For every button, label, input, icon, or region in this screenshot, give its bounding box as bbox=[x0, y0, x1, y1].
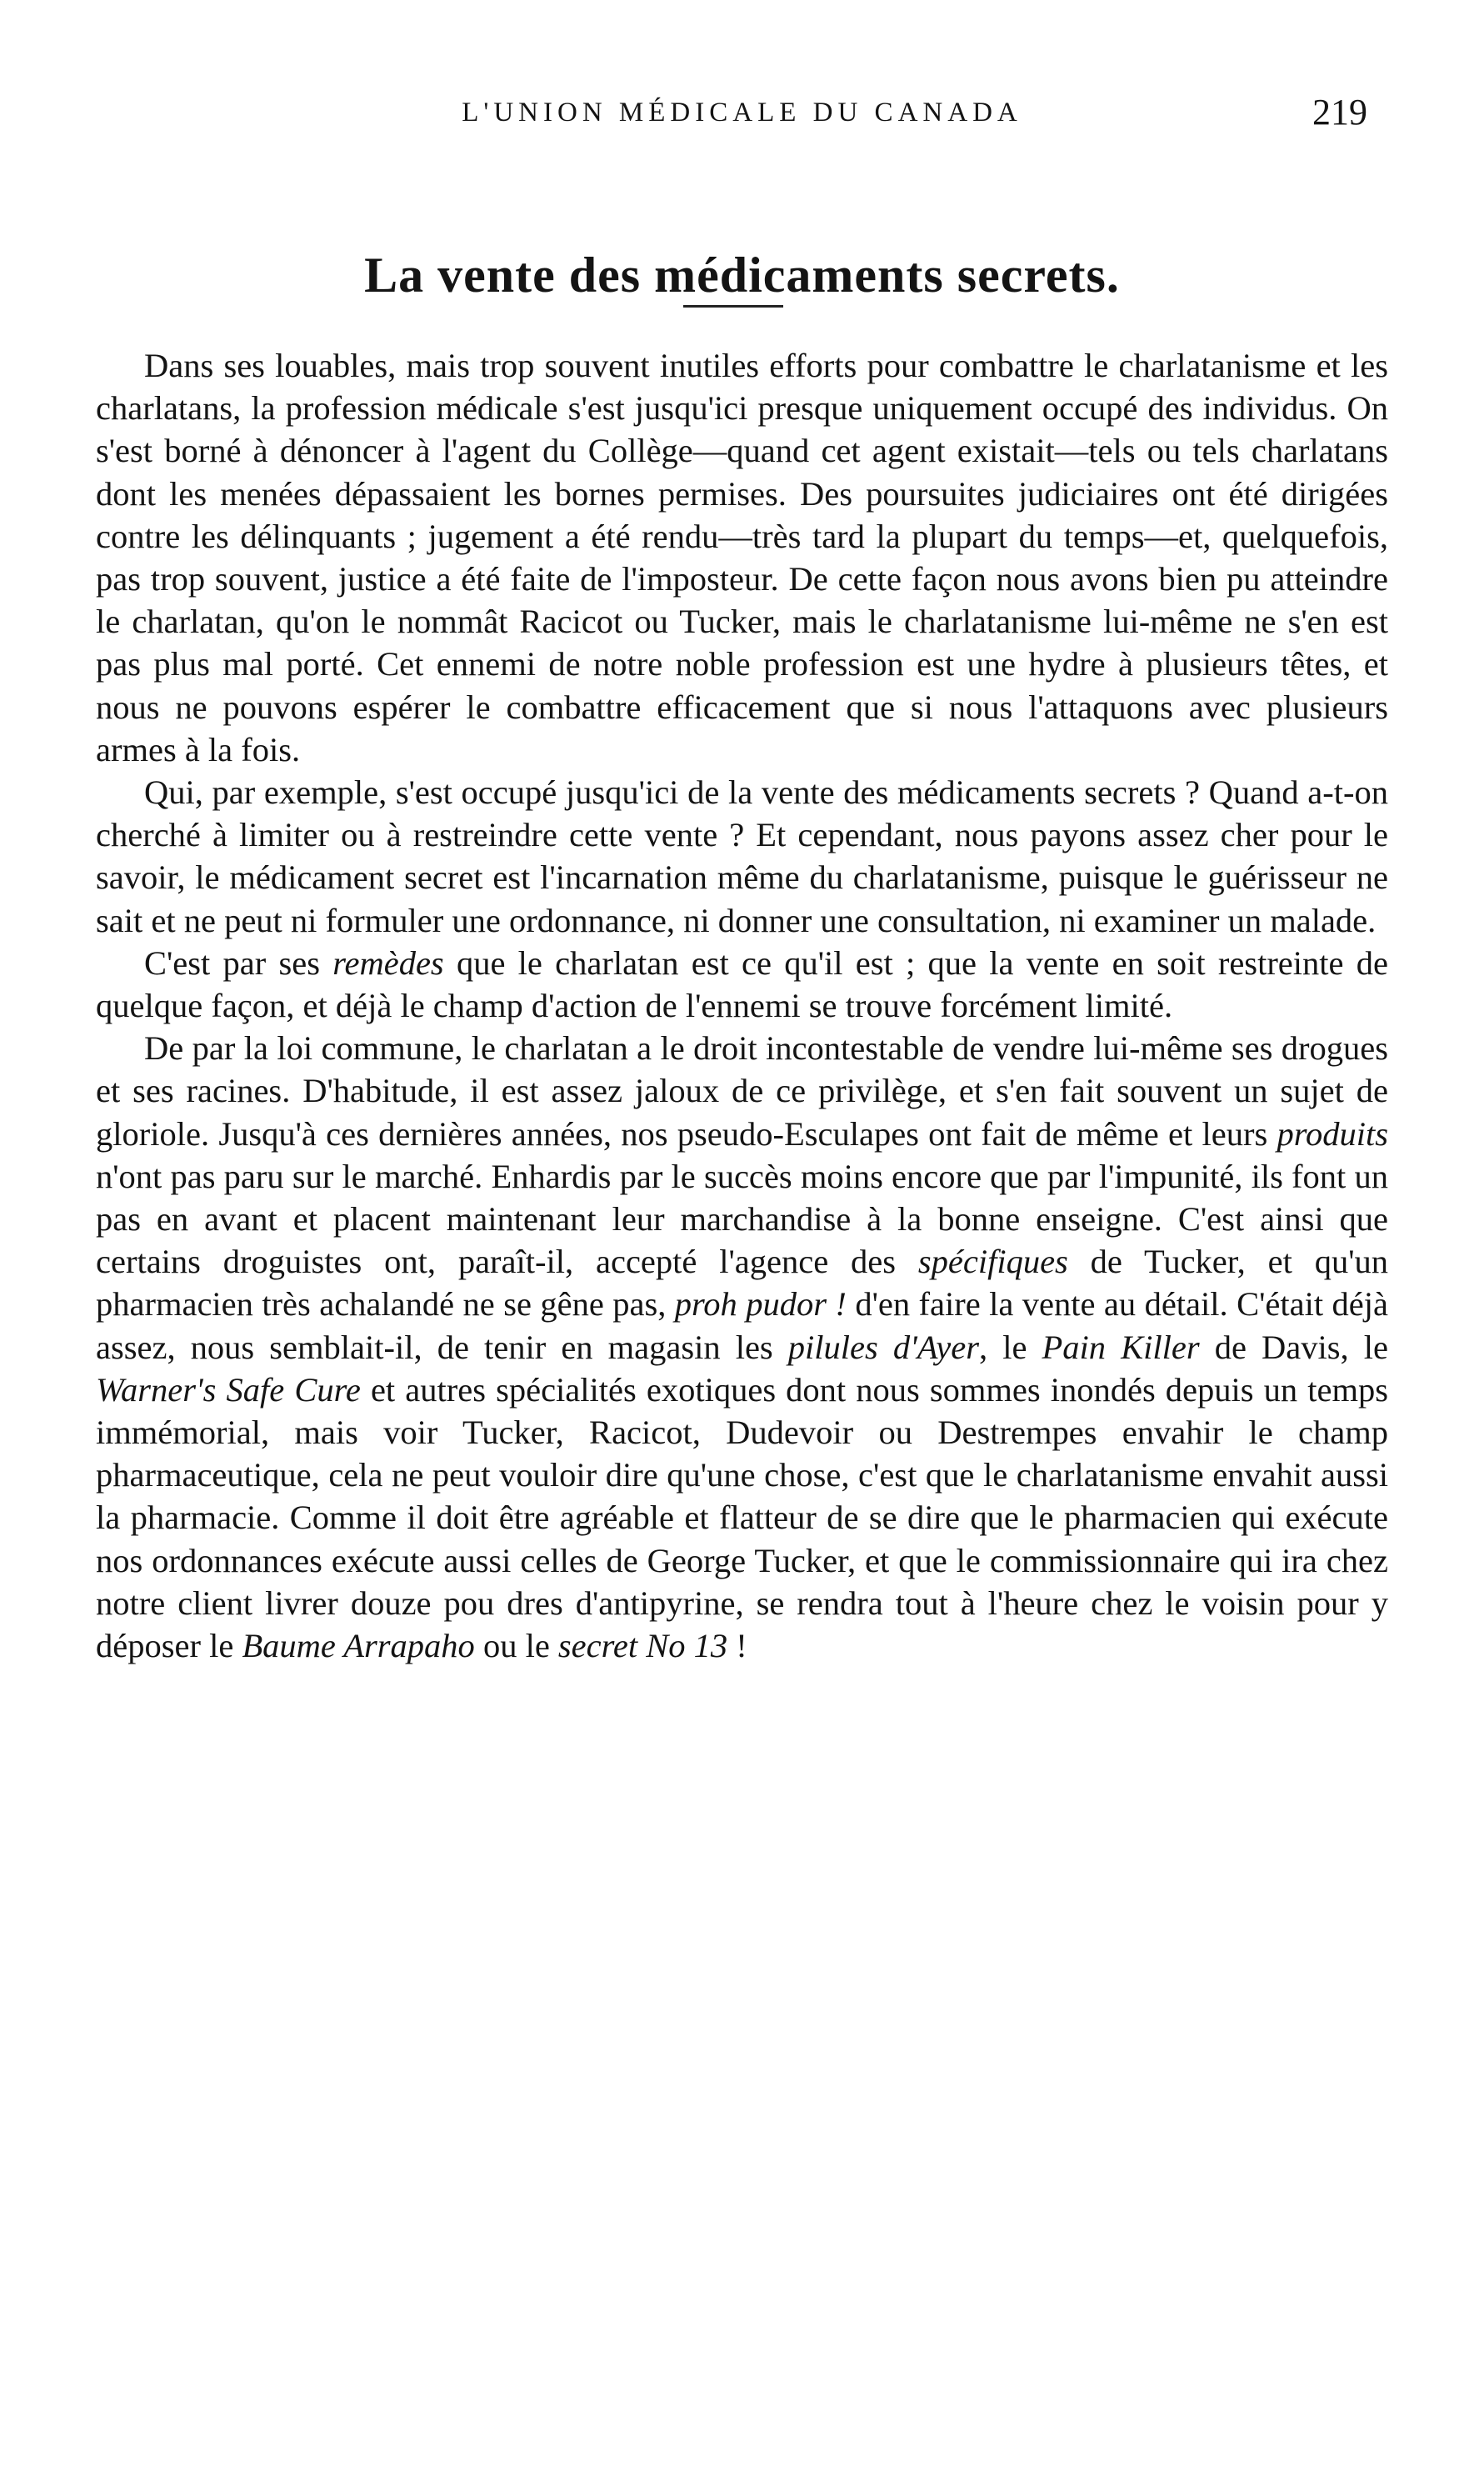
text-run: d'en faire la vente au détail. C'était déjà assez, nous semblait-il, de tenir en magasin les bbox=[96, 1285, 1388, 1366]
text-run: Dans ses louables, mais trop souvent inutiles efforts pour combattre le charlatanisme et les charlatans, la profession médicale s'est jusqu'ici presque uniquement occupé des individus. On s'est borné à dénoncer à l'agent du Collège—quand cet agent existait—tels ou tels charlatans dont les menées dépassaient les bornes permises. Des poursuites judiciaires ont été dirigées contre les délinquants ; jugement a été rendu—très tard la plupart du temps—et, quelquefois, pas trop souvent, justice a été faite de l'imposteur. De cette façon nous avons bien pu atteindre le charlatan, qu'on le nommât Racicot ou Tucker, mais le charlatanisme lui-même ne s'en est pas plus mal porté. Cet ennemi de notre noble profession est une hydre à plusieurs têtes, et nous ne pouvons espérer le combattre efficacement que si nous l'attaquons avec plusieurs armes à la fois. bbox=[96, 347, 1388, 768]
text-run: n'ont pas paru sur le marché. Enhardis par le succès moins encore que par l'impunité, ils font un pas en avant et placent maintenant leur marchandise à la bonne enseigne. C'est ainsi que certains droguistes ont, paraît-il, accepté l'agence des bbox=[96, 1157, 1388, 1281]
text-run: que le charlatan est ce qu'il est ; que la vente en soit restreinte de quelque façon, et déjà le champ d'action de l'ennemi se trouve forcément limité. bbox=[96, 943, 1388, 1025]
italic-run: remèdes bbox=[332, 943, 444, 982]
text-run: ou le bbox=[474, 1627, 558, 1665]
text-run: ! bbox=[727, 1627, 747, 1665]
title-rule bbox=[683, 305, 783, 308]
italic-run: Baume Arrapaho bbox=[242, 1627, 475, 1665]
text-run: Qui, par exemple, s'est occupé jusqu'ici de la vente des médicaments secrets ? Quand a-t-on cherché à limiter ou à restreindre cette vente ? Et cependant, nous payons assez cher pour le savoir, le médicament secret est l'incarnation même du charlatanisme, puisque le guérisseur ne sait et ne peut ni formuler une ordonnance, ni donner une consultation, ni examiner un malade. bbox=[96, 773, 1388, 939]
paragraph bbox=[96, 942, 1388, 1027]
text-run: C'est par ses bbox=[144, 943, 333, 982]
italic-run: spécifiques bbox=[917, 1243, 1068, 1281]
italic-run: Warner's Safe Cure bbox=[96, 1370, 361, 1409]
text-run: de Tucker, et qu'un pharmacien très achalandé ne se gêne pas, bbox=[96, 1243, 1388, 1324]
journal-title: L'UNION MÉDICALE DU CANADA bbox=[462, 98, 1022, 128]
page-number: 219 bbox=[1312, 92, 1367, 133]
paragraph bbox=[96, 344, 1388, 771]
italic-run: secret No 13 bbox=[557, 1627, 728, 1665]
running-head bbox=[92, 92, 1392, 133]
paragraph bbox=[96, 1027, 1388, 1667]
italic-run: Pain Killer bbox=[1042, 1328, 1200, 1366]
italic-run: produits bbox=[1277, 1114, 1388, 1153]
italic-run: pilules d'Ayer bbox=[787, 1328, 979, 1366]
text-run: , le bbox=[979, 1328, 1042, 1366]
text-run: de Davis, le bbox=[1199, 1328, 1388, 1366]
article-body bbox=[96, 344, 1388, 1667]
paragraph bbox=[96, 771, 1388, 942]
text-run: et autres spécialités exotiques dont nous sommes inondés depuis un temps immémorial, mais voir Tucker, Racicot, Dudevoir ou Destrempes envahir le champ pharmaceutique, cela ne peut vouloir dire qu'une chose, c'est que le charlatanisme envahit aussi la pharmacie. Comme il doit être agréable et flatteur de se dire que le pharmacien qui exécute nos ordonnances exécute aussi celles de George Tucker, et que le commissionnaire qui ira chez notre client livrer douze pou dres d'antipyrine, se rendra tout à l'heure chez le voisin pour y déposer le bbox=[96, 1370, 1388, 1665]
text-run: De par la loi commune, le charlatan a le droit incontestable de vendre lui-même ses drogues et ses racines. D'habitude, il est assez jaloux de ce privilège, et s'en fait souvent un sujet de gloriole. Jusqu'à ces dernières années, nos pseudo-Esculapes ont fait de même et leurs bbox=[96, 1029, 1388, 1153]
italic-run: proh pudor ! bbox=[674, 1285, 847, 1324]
article-title: La vente des médicaments secrets. bbox=[364, 248, 1120, 303]
